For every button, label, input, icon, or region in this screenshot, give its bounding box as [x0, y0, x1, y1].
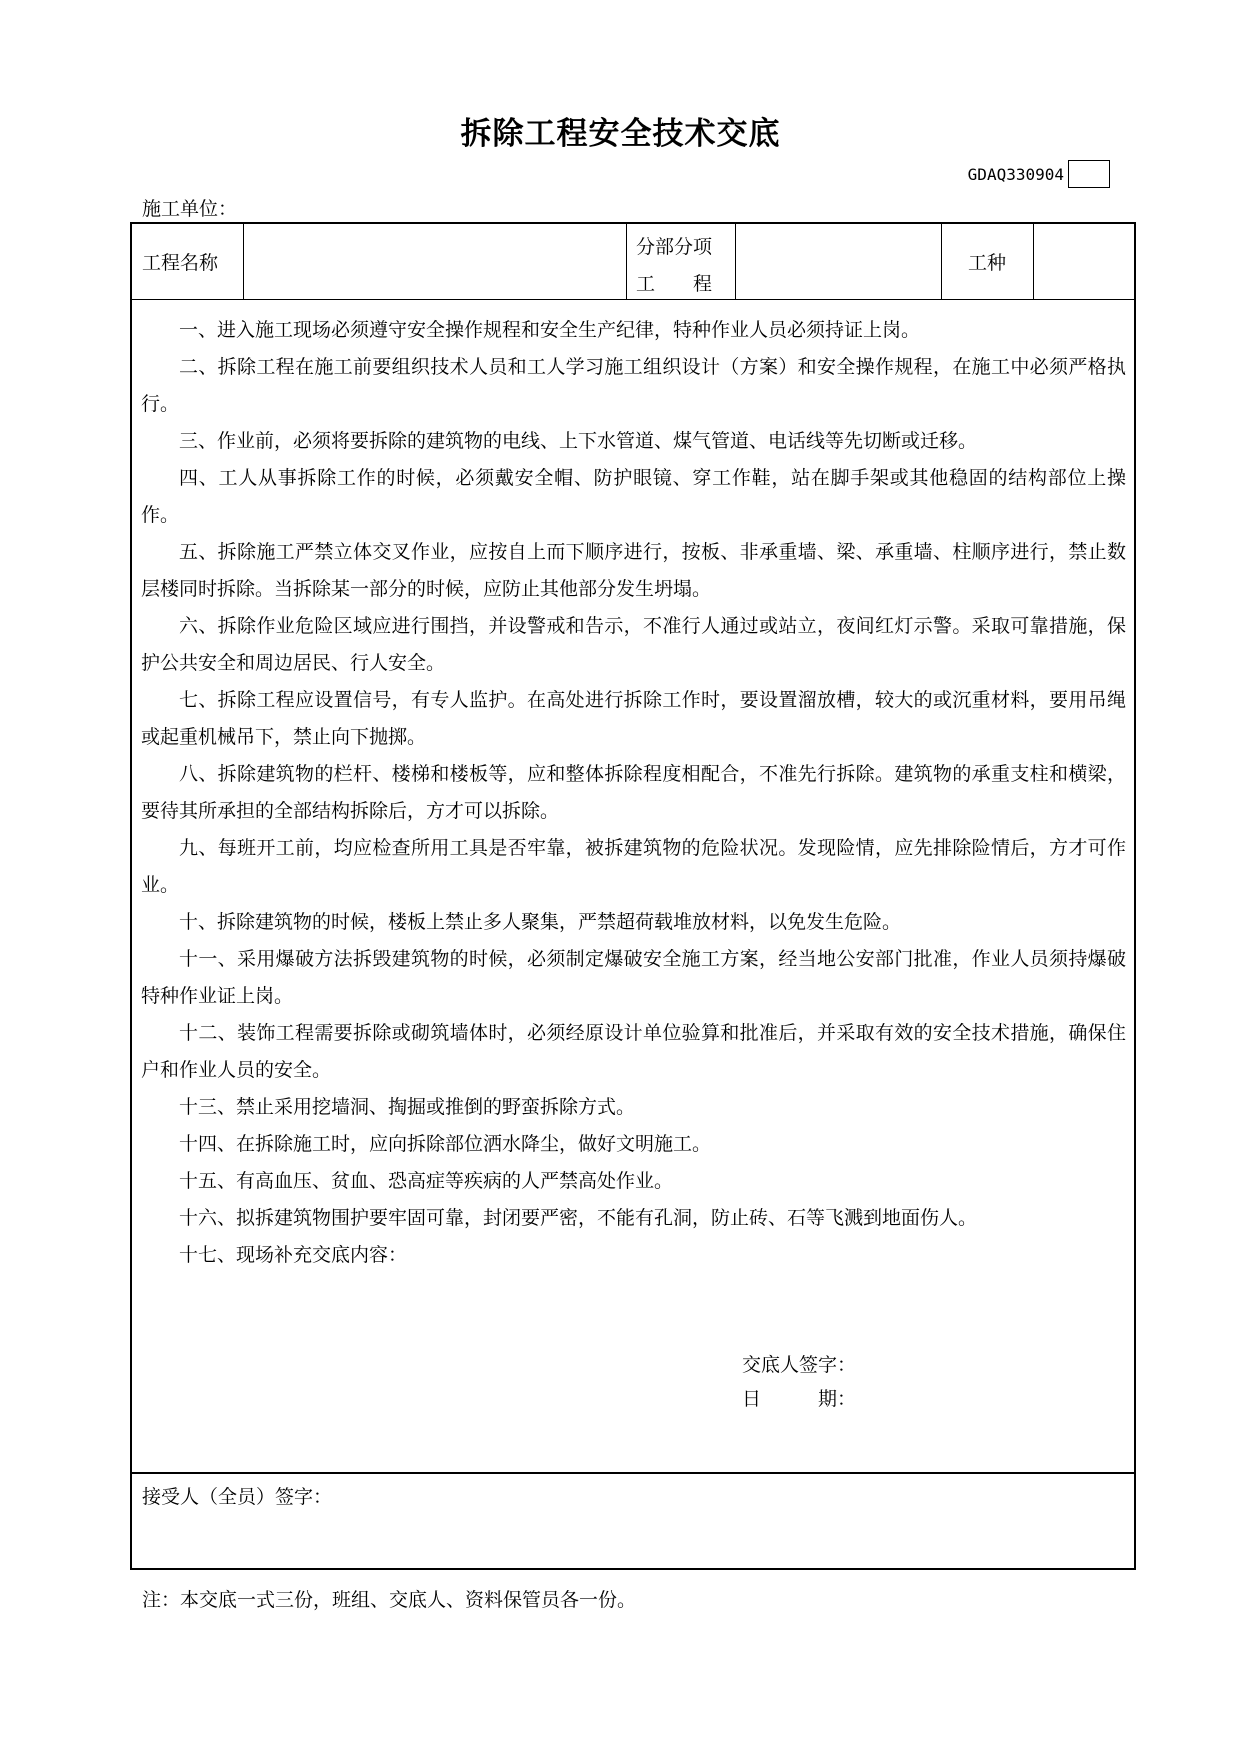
work-type-label: 工种 — [968, 252, 1007, 274]
form-code — [968, 160, 1110, 188]
receiver-divider — [132, 1472, 1134, 1474]
paragraph: 三、作业前，必须将要拆除的建筑物的电线、上下水管道、煤气管道、电话线等先切断或迁移。 — [179, 430, 978, 452]
paragraph: 四、工人从事拆除工作的时候，必须戴安全帽、防护眼镜、穿工作鞋，站在脚手架或其他稳固的结构部位上操作。 — [141, 467, 1126, 526]
sub-project-label-line2: 工 程 — [636, 273, 713, 295]
construction-unit-label: 施工单位： — [142, 198, 238, 220]
paragraph: 十四、在拆除施工时，应向拆除部位洒水降尘，做好文明施工。 — [179, 1133, 712, 1155]
paragraph: 十六、拟拆建筑物围护要牢固可靠，封闭要严密，不能有孔洞，防止砖、石等飞溅到地面伤人。 — [179, 1207, 978, 1229]
paragraph: 十七、现场补充交底内容： — [179, 1244, 408, 1266]
paragraph: 十一、采用爆破方法拆毁建筑物的时候，必须制定爆破安全施工方案，经当地公安部门批准，作业人员须持爆破特种作业证上岗。 — [141, 948, 1126, 1007]
project-name-label: 工程名称 — [142, 252, 219, 274]
receiver-signature-label: 接受人（全员）签字： — [142, 1486, 333, 1508]
date-label: 日 期： — [742, 1388, 857, 1410]
footnote: 注：本交底一式三份，班组、交底人、资料保管员各一份。 — [142, 1589, 637, 1611]
sub-project-field[interactable] — [736, 224, 941, 299]
paragraph: 十三、禁止采用挖墙洞、掏掘或推倒的野蛮拆除方式。 — [179, 1096, 636, 1118]
paragraph: 十二、装饰工程需要拆除或砌筑墙体时，必须经原设计单位验算和批准后，并采取有效的安全技术措施，确保住户和作业人员的安全。 — [141, 1022, 1126, 1081]
paragraph: 九、每班开工前，均应检查所用工具是否牢靠，被拆建筑物的危险状况。发现险情，应先排除险情后，方才可作业。 — [141, 837, 1126, 896]
disclosure-content — [141, 312, 1126, 1274]
form-header-row — [132, 224, 1134, 300]
paragraph: 一、进入施工现场必须遵守安全操作规程和安全生产纪律，特种作业人员必须持证上岗。 — [179, 319, 921, 341]
header-divider — [626, 224, 627, 299]
signer-label: 交底人签字： — [742, 1354, 857, 1376]
form-code-text: GDAQ330904 — [967, 164, 1064, 184]
paragraph: 十五、有高血压、贫血、恐高症等疾病的人严禁高处作业。 — [179, 1170, 674, 1192]
work-type-field[interactable] — [1034, 224, 1134, 299]
paragraph: 二、拆除工程在施工前要组织技术人员和工人学习施工组织设计（方案）和安全操作规程，在施工中必须严格执行。 — [141, 356, 1126, 415]
form-code-box[interactable] — [1068, 160, 1110, 188]
paragraph: 五、拆除施工严禁立体交叉作业，应按自上而下顺序进行，按板、非承重墙、梁、承重墙、柱顺序进行，禁止数层楼同时拆除。当拆除某一部分的时候，应防止其他部分发生坍塌。 — [141, 541, 1126, 600]
document-title: 拆除工程安全技术交底 — [460, 116, 781, 152]
project-name-field[interactable] — [244, 224, 626, 299]
sub-project-label-line1: 分部分项 — [636, 236, 713, 258]
paragraph: 十、拆除建筑物的时候，楼板上禁止多人聚集，严禁超荷载堆放材料，以免发生危险。 — [179, 911, 902, 933]
disclosure-form — [130, 222, 1136, 1570]
header-divider — [941, 224, 942, 299]
paragraph: 八、拆除建筑物的栏杆、楼梯和楼板等，应和整体拆除程度相配合，不准先行拆除。建筑物的承重支柱和横梁，要待其所承担的全部结构拆除后，方才可以拆除。 — [141, 763, 1126, 822]
paragraph: 六、拆除作业危险区域应进行围挡，并设警戒和告示，不准行人通过或站立，夜间红灯示警。采取可靠措施，保护公共安全和周边居民、行人安全。 — [141, 615, 1126, 674]
paragraph: 七、拆除工程应设置信号，有专人监护。在高处进行拆除工作时，要设置溜放槽，较大的或沉重材料，要用吊绳或起重机械吊下，禁止向下抛掷。 — [141, 689, 1126, 748]
